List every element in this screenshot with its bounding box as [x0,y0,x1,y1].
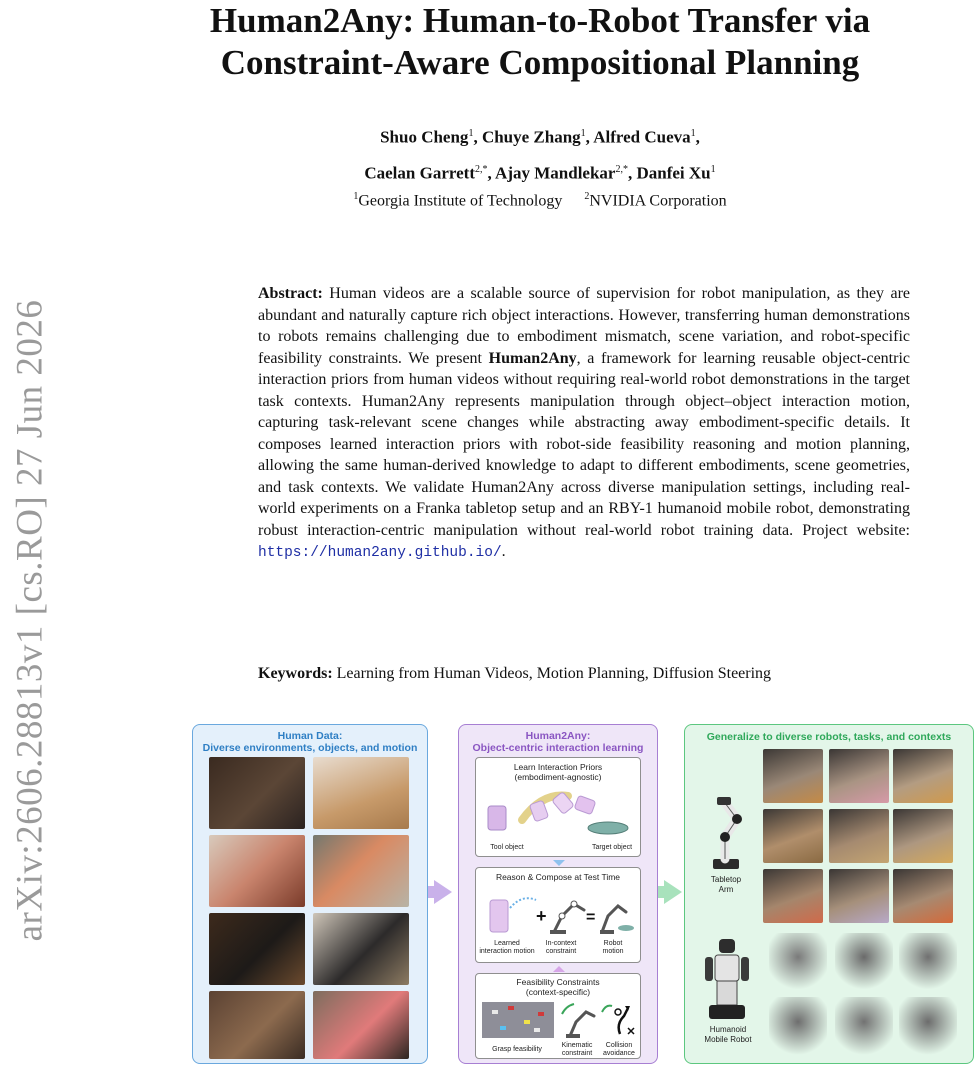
human-video-frame [313,991,409,1059]
label-line: constraint [561,1050,593,1057]
tabletop-result-image [763,749,823,803]
human-video-frame [209,757,305,829]
affiliations [150,186,930,212]
label-line: Humanoid [709,1025,747,1034]
label-line: Learned [494,940,520,947]
abstract-end: . [501,543,506,560]
reason-compose-title: Reason & Compose at Test Time [495,872,621,882]
panel-title: Generalize to diverse robots, tasks, and contexts [706,731,952,743]
flow-arrow-icon [434,880,452,904]
method-name: Human2Any [488,349,577,367]
abstract-text: , a framework for learning reusable object-centric interaction priors from human videos without requiring real-world robot demonstrations in the target task contexts. Human2Any represents manipulation through object–object interaction motion, capturing task-relevant scene changes while abstracting away embodiment-specific details. It composes learned interaction priors with robot-side feasibility reasoning and motion planning, allowing the same human-derived knowledge to adapt to different embodiments, scene geometries, and task contexts. We validate Human2Any across diverse manipulation settings, including real-world experiments on a Franka tabletop setup and an RBY-1 humanoid mobile robot, demonstrating robust interaction-centric manipulation without real-world robot training data. Project website: [258,349,910,539]
author-affil: 1 [580,128,586,139]
author-name: Chuye Zhang [481,127,581,147]
interaction-prior-illustration [482,786,636,842]
tool-object-label: Tool object [490,844,524,851]
flow-arrow-icon [664,880,682,904]
reason-compose-box [475,867,641,963]
author-sep: , [627,163,637,183]
author-list [150,118,930,189]
learn-priors-box [475,757,641,857]
tabletop-result-image [763,869,823,923]
author-affil: 1 [710,163,716,175]
author-name: Shuo Cheng [380,127,469,147]
humanoid-result-image [835,997,893,1059]
feasibility-box [475,973,641,1059]
tabletop-result-image [829,749,889,803]
humanoid-result-image [769,933,827,993]
learned-motion-label [476,940,538,956]
author-line-1 [150,118,930,154]
author-affil: 2,* [615,163,628,175]
affil-marker: 2 [584,191,590,202]
grasp-feasibility-label: Grasp feasibility [492,1046,542,1053]
human-video-frame [313,913,409,985]
label-line: Kinematic [561,1042,593,1049]
label-line: Mobile Robot [704,1035,752,1044]
kinematic-constraint-label [556,1042,598,1058]
project-website-link[interactable]: https://human2any.github.io/ [258,545,502,561]
label-line: avoidance [603,1050,635,1057]
panel-title-line: Human2Any: [525,730,591,742]
human-video-frame [313,757,409,829]
robot-motion-label [588,940,638,956]
label-line: Collision [605,1042,633,1049]
author-affil: 1 [690,128,696,139]
connector-arrow-icon [553,966,565,972]
incontext-constraint-label [536,940,586,956]
affil-name: Georgia Institute of Technology [358,192,563,210]
sub-title-line: Learn Interaction Priors [513,762,603,772]
label-line: motion [602,948,624,955]
label-line: interaction motion [479,948,535,955]
label-line: constraint [545,948,577,955]
tabletop-result-image [893,809,953,863]
author-name: Ajay Mandlekar [495,163,616,183]
label-line: In-context [545,940,577,947]
affil-name: NVIDIA Corporation [589,192,727,210]
arxiv-identifier [0,240,60,1000]
author-line-2 [150,154,930,190]
tabletop-result-image [829,869,889,923]
abstract-label: Abstract: [258,285,323,302]
author-name: Danfei Xu [636,163,711,183]
franka-arm-icon [699,795,755,875]
panel-title-line: Diverse environments, objects, and motion [202,742,418,754]
label-line: Robot [603,940,623,947]
panel-title [193,730,427,754]
humanoid-result-image [769,997,827,1059]
keywords-label: Keywords: [258,665,333,682]
author-affil: 2,* [474,163,488,175]
affil-marker: 1 [353,191,359,202]
svg-text:=: = [586,909,596,926]
title-line-2: Constraint-Aware Compositional Planning [220,43,860,82]
human-video-frame [209,835,305,907]
generalize-panel [684,724,974,1064]
label-line: Arm [718,885,734,894]
abstract [258,283,910,565]
tabletop-result-image [829,809,889,863]
author-sep: , [695,127,700,147]
collision-avoidance-label [598,1042,640,1058]
human-video-frame [209,991,305,1059]
human-data-panel [192,724,428,1064]
learn-priors-title [476,762,640,782]
author-name: Alfred Cueva [593,127,691,147]
abstract-text: Human videos are a scalable source of supervision for robot manipulation, as they are abundant and naturally capture rich object interactions. However, transferring human demonstrations to robots remains challenging due to embodiment mismatch, scene variation, and robot-specific feasibility constraints. We present [258,285,910,367]
human-video-frame [209,913,305,985]
author-sep: , [585,127,594,147]
humanoid-result-image [899,997,957,1059]
author-name: Caelan Garrett [364,163,475,183]
feasibility-title [476,977,640,997]
human2any-panel [458,724,658,1064]
author-sep: , [473,127,482,147]
arxiv-id-text: arXiv:2606.28813v1 [cs.RO] 27 Jun 2026 [9,299,51,941]
panel-title-line: Object-centric interaction learning [472,742,644,754]
title-line-1: Human2Any: Human-to-Robot Transfer via [209,1,871,40]
tabletop-result-image [763,809,823,863]
compose-illustration [482,886,636,938]
humanoid-result-image [899,933,957,993]
keywords-text: Learning from Human Videos, Motion Planning, Diffusion Steering [332,665,772,682]
keywords [258,663,910,684]
label-line: Tabletop [710,875,742,884]
paper-title [150,0,930,84]
sub-title-line: Feasibility Constraints [516,977,600,987]
svg-text:+: + [536,906,547,926]
sub-title-line: (embodiment-agnostic) [514,772,602,782]
feasibility-illustration [480,1000,638,1040]
tabletop-arm-label [691,875,761,895]
humanoid-robot-icon [701,937,753,1023]
humanoid-label [689,1025,767,1045]
connector-arrow-icon [553,860,565,866]
human-video-frame [313,835,409,907]
tabletop-result-image [893,749,953,803]
target-object-label: Target object [591,844,633,851]
panel-title-line: Human Data: [277,730,343,742]
author-affil: 1 [468,128,474,139]
tabletop-result-image [893,869,953,923]
humanoid-result-image [835,933,893,993]
panel-title [459,730,657,754]
author-sep: , [487,163,496,183]
sub-title-line: (context-specific) [525,987,591,997]
